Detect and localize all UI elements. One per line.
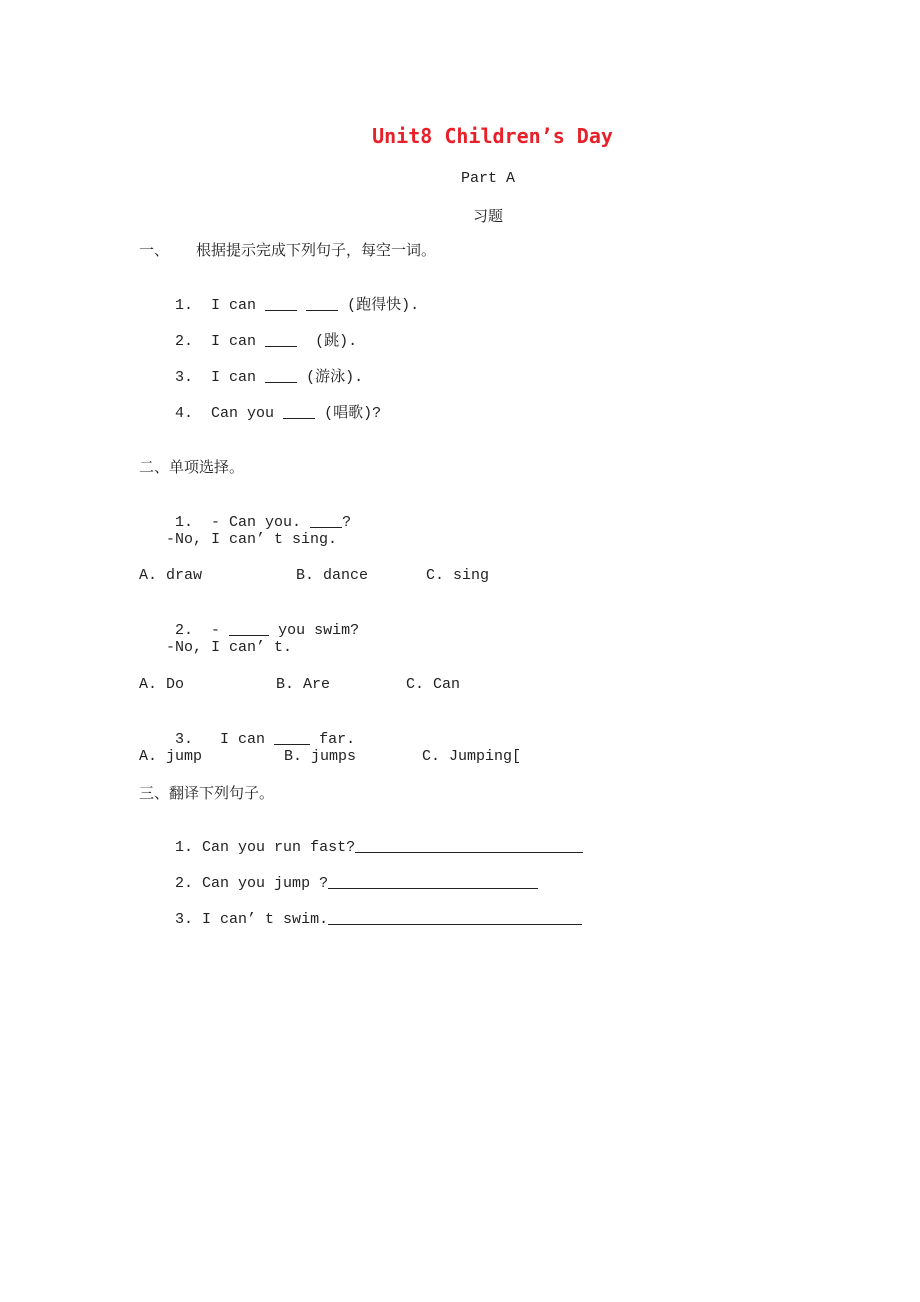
answer-blank[interactable] [265,332,297,347]
question-suffix: far. [319,731,356,748]
item-text: Can you run fast? [202,839,356,856]
s2-q1-answer: -No, I can’ t sing. [166,531,338,548]
answer-blank[interactable] [229,621,269,636]
item-number: 1. [175,297,194,314]
question-number: 2. [175,622,194,639]
item-prefix: I can [211,297,257,314]
item-number: 2. [175,875,194,892]
section3-heading: 三、翻译下列句子。 [139,784,275,802]
s2-q3-option-a[interactable]: A. jump [139,748,203,765]
item-hint: (游泳). [306,369,364,386]
question-number: 1. [175,514,194,531]
item-number: 3. [175,369,194,386]
s2-q2-answer: -No, I can’ t. [166,639,293,656]
answer-blank[interactable] [310,513,342,528]
section1-number: 一、 [139,241,170,259]
translation-line[interactable] [328,910,582,925]
s2-q1-option-c[interactable]: C. sing [426,567,490,584]
question-prefix: - [211,622,221,639]
answer-blank[interactable] [283,404,315,419]
question-number: 3. [175,731,194,748]
answer-blank[interactable] [265,368,297,383]
s2-q3-option-c[interactable]: C. Jumping[ [422,748,522,765]
section1-heading: 根据提示完成下列句子，每空一词。 [196,241,437,259]
answer-blank[interactable] [265,296,297,311]
item-hint: (唱歌)? [324,405,382,422]
answer-blank[interactable] [306,296,338,311]
s2-q3-option-b[interactable]: B. jumps [284,748,357,765]
item-prefix: I can [211,333,257,350]
item-number: 2. [175,333,194,350]
s2-q2-option-b[interactable]: B. Are [276,676,331,693]
section2-heading: 二、单项选择。 [139,458,245,476]
item-hint: (跳). [315,333,358,350]
part-label: Part A [460,170,515,187]
translation-line[interactable] [355,838,583,853]
s2-q2-option-a[interactable]: A. Do [139,676,185,693]
item-number: 1. [175,839,194,856]
question-prefix: - Can you. [211,514,302,531]
s2-q2-option-c[interactable]: C. Can [406,676,461,693]
s2-q1-option-a[interactable]: A. draw [139,567,203,584]
page-title: Unit8 Children’s Day [372,124,613,148]
item-prefix: Can you [211,405,275,422]
question-prefix: I can [220,731,266,748]
answer-blank[interactable] [274,730,310,745]
translation-line[interactable] [328,874,538,889]
question-suffix: ? [342,514,352,531]
s2-q1-option-b[interactable]: B. dance [296,567,369,584]
item-prefix: I can [211,369,257,386]
item-number: 4. [175,405,194,422]
question-suffix: you swim? [278,622,360,639]
item-hint: (跑得快). [347,297,420,314]
item-number: 3. [175,911,194,928]
exercise-subtitle: 习题 [472,207,503,225]
item-text: Can you jump ? [202,875,329,892]
item-text: I can’ t swim. [202,911,329,928]
s3-item-3 [139,892,582,947]
s1-item-4 [139,386,381,441]
